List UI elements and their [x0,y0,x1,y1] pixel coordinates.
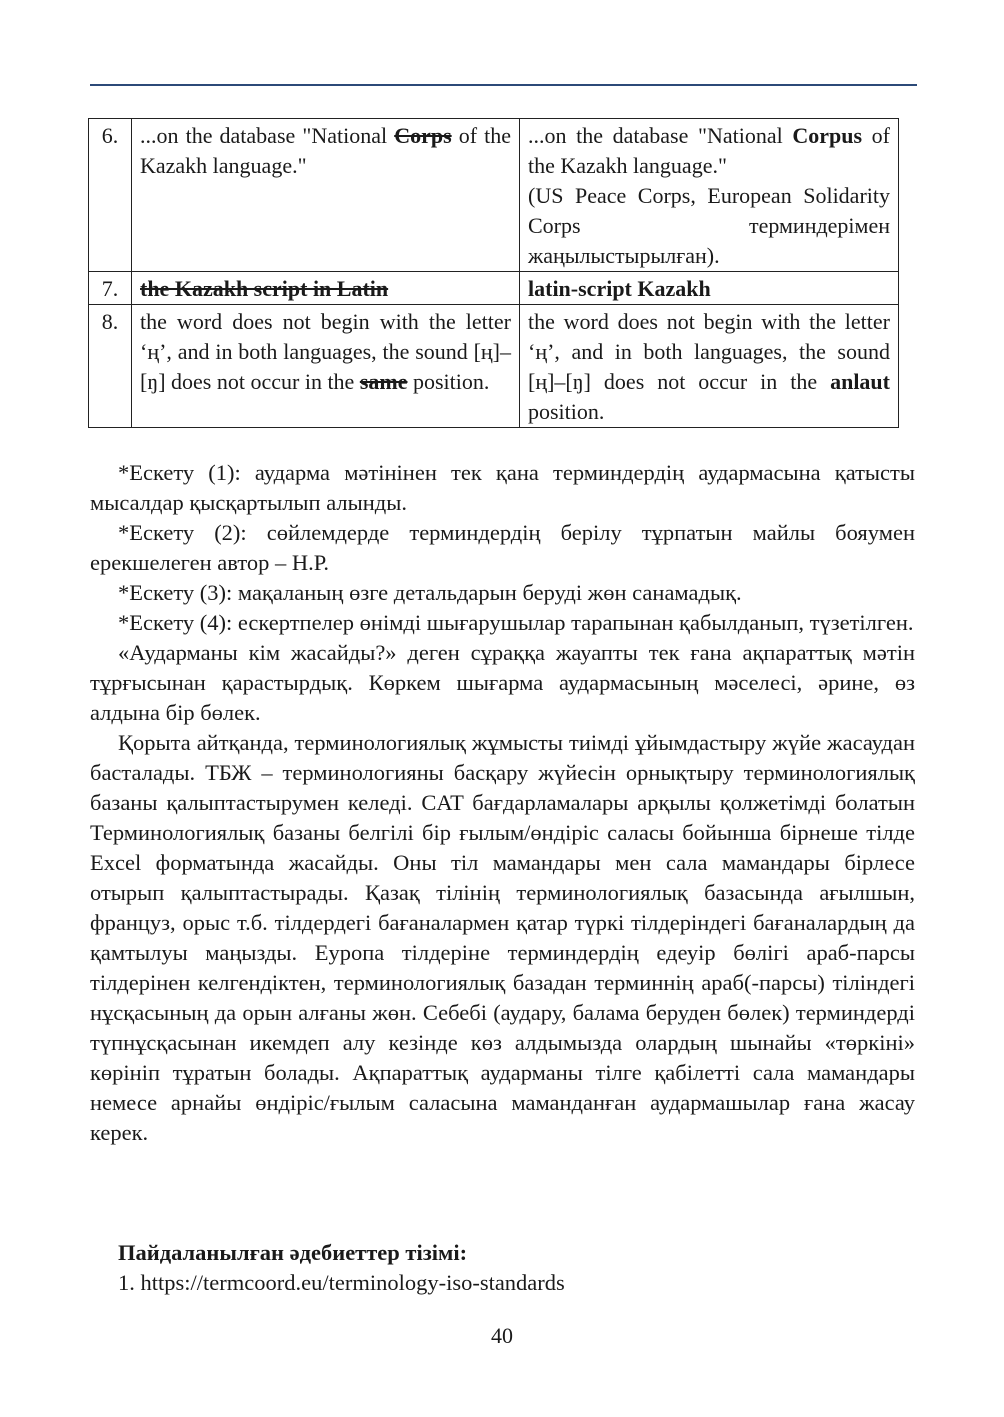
row-number: 6. [89,119,132,272]
table-row [89,119,899,272]
body-text [90,458,915,1148]
target-cell: the word does not begin with the letter ‘ң’, and in both languages, the sound [ң]–[ŋ] does not occur in the anlaut position. [520,305,899,428]
paragraph: Қорыта айтқанда, терминологиялық жұмысты тиімді ұйымдастыру жүйе жасаудан басталады. ТБЖ – терминологияны басқару жүйесін орнықтыру терминологиялық базаны қалыптастырумен келеді. CAT бағдарламалары арқылы қолжетімді болатын Терминологиялық базаны белгілі бір ғылым/өндіріс саласы бойынша бірнеше тілде Excel форматында жасайды. Оны тіл мамандары мен сала мамандары бірлесе отырып қалыптастырады. Қазақ тілінің терминологиялық базасында ағылшын, француз, орыс т.б. тілдердегі бағаналармен қатар түркі тілдеріндегі бағаналардың да қамтылуы маңызды. Еуропа тілдеріне терминдердің едеуір бөлігі араб-парсы тілдерінен келгендіктен, терминологиялық базадан терминнің араб(-парсы) тіліндегі нұсқасының да орын алғаны жөн. Себебі (аудару, балама беруден бөлек) терминдерді түпнұсқасынан икемдеп алу кезінде көз алдымызда олардың шынайы «төркіні» көрініп тұратын болады. Ақпараттық аударманы тілге қабілетті сала мамандары немесе арнайы өндіріс/ғылым саласына маманданған аудармашылар ғана жасау керек. [90,730,915,1145]
paragraph: *Ескету (3): мақаланың өзге детальдарын беруді жөн санамадық. [118,580,742,605]
corrected-term: latin-script Kazakh [528,276,711,301]
reference-item: 1. https://termcoord.eu/terminology-iso-standards [118,1270,565,1295]
struck-term: same [359,369,408,394]
header-rule [90,84,917,86]
paragraph: *Ескету (4): ескертпелер өнімді шығарушылар тарапынан қабылданып, түзетілген. [118,610,914,635]
corrected-term: anlaut [830,369,890,394]
paragraph: *Ескету (2): сөйлемдерде терминдердің берілу тұрпатын майлы бояумен ерекшелеген автор – Н.Р. [90,520,915,575]
page-number: 40 [491,1323,513,1348]
struck-term: the Kazakh script in Latin [140,276,389,301]
references-heading: Пайдаланылған әдебиеттер тізімі: [118,1240,468,1265]
target-cell: ...on the database "National Corpus of the Kazakh language." (US Peace Corps, European Solidarity Corps терминдерімен жаңылыстырылған). [520,119,899,272]
table-row [89,305,899,428]
target-cell [520,272,899,305]
row-number: 8. [89,305,132,428]
references [118,1238,565,1298]
source-cell: the word does not begin with the letter ‘ң’, and in both languages, the sound [ң]–[ŋ] does not occur in the same position. [132,305,520,428]
row-number: 7. [89,272,132,305]
paragraph: *Ескету (1): аударма мәтінінен тек қана терминдердің аудармасына қатысты мысалдар қысқартылып алынды. [90,460,915,515]
source-cell [132,272,520,305]
note: (US Peace Corps, European Solidarity Corps терминдерімен жаңылыстырылған). [528,183,890,268]
paragraph: «Аударманы кім жасайды?» деген сұраққа жауапты тек ғана ақпараттық мәтін тұрғысынан қарастырдық. Көркем шығарма аудармасының мәселесі, әрине, өз алдына бір бөлек. [90,640,915,725]
table-row [89,272,899,305]
struck-term: Corps [394,123,452,148]
source-cell: ...on the database "National Corps of the Kazakh language." [132,119,520,272]
terms-table [88,118,899,428]
corrected-term: Corpus [792,123,863,148]
